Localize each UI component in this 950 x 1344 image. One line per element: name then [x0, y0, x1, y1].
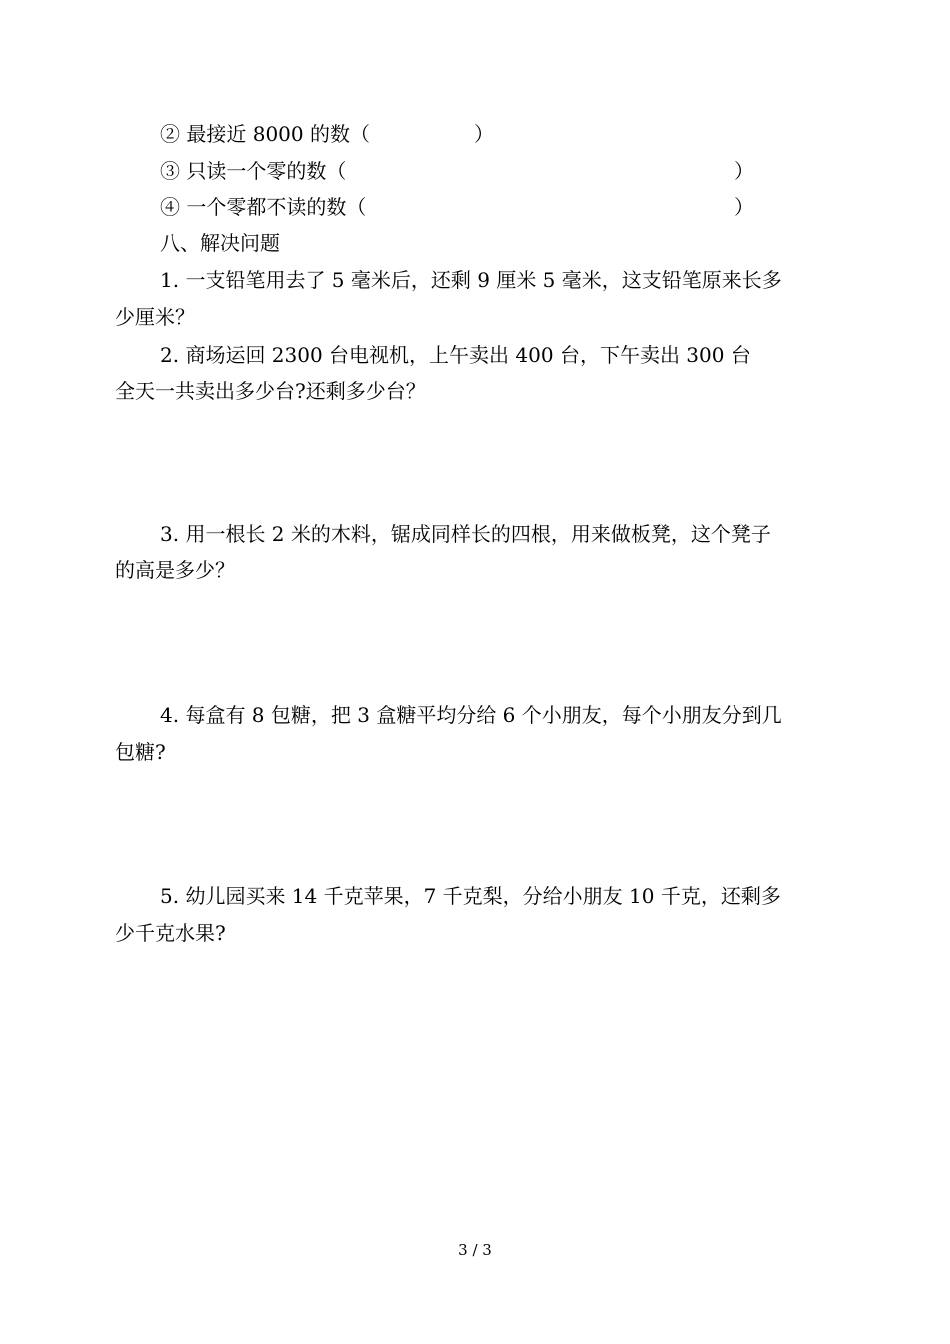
problem-3-line-1: 3. 用一根长 2 米的木料，锯成同样长的四根，用来做板凳，这个凳子: [160, 522, 771, 546]
option-item-2-close-paren: ）: [474, 122, 494, 146]
problem-5-line-1: 5. 幼儿园买来 14 千克苹果，7 千克梨，分给小朋友 10 千克，还剩多: [160, 884, 781, 908]
option-item-3: ③ 只读一个零的数（: [160, 159, 347, 183]
problem-4-line-1: 4. 每盒有 8 包糖，把 3 盒糖平均分给 6 个小朋友，每个小朋友分到几: [160, 703, 782, 727]
problem-5-line-2: 少千克水果?: [115, 921, 226, 945]
option-item-4: ④ 一个零都不读的数（: [160, 195, 367, 219]
problem-1-line-2: 少厘米？: [115, 305, 195, 329]
page-number: 3 / 3: [458, 1241, 492, 1259]
problem-3-line-2: 的高是多少？: [115, 558, 235, 582]
option-item-3-close-paren: ）: [734, 159, 754, 183]
problem-2-line-2: 全天一共卖出多少台?还剩多少台？: [115, 379, 426, 403]
option-item-2: ② 最接近 8000 的数（: [160, 122, 370, 146]
problem-1-line-1: 1. 一支铅笔用去了 5 毫米后，还剩 9 厘米 5 毫米，这支铅笔原来长多: [160, 268, 782, 292]
problem-2-line-1: 2. 商场运回 2300 台电视机，上午卖出 400 台，下午卖出 300 台: [160, 343, 751, 367]
problem-4-line-2: 包糖?: [115, 740, 166, 764]
section-heading: 八、解决问题: [160, 231, 280, 255]
option-item-4-close-paren: ）: [734, 195, 754, 219]
